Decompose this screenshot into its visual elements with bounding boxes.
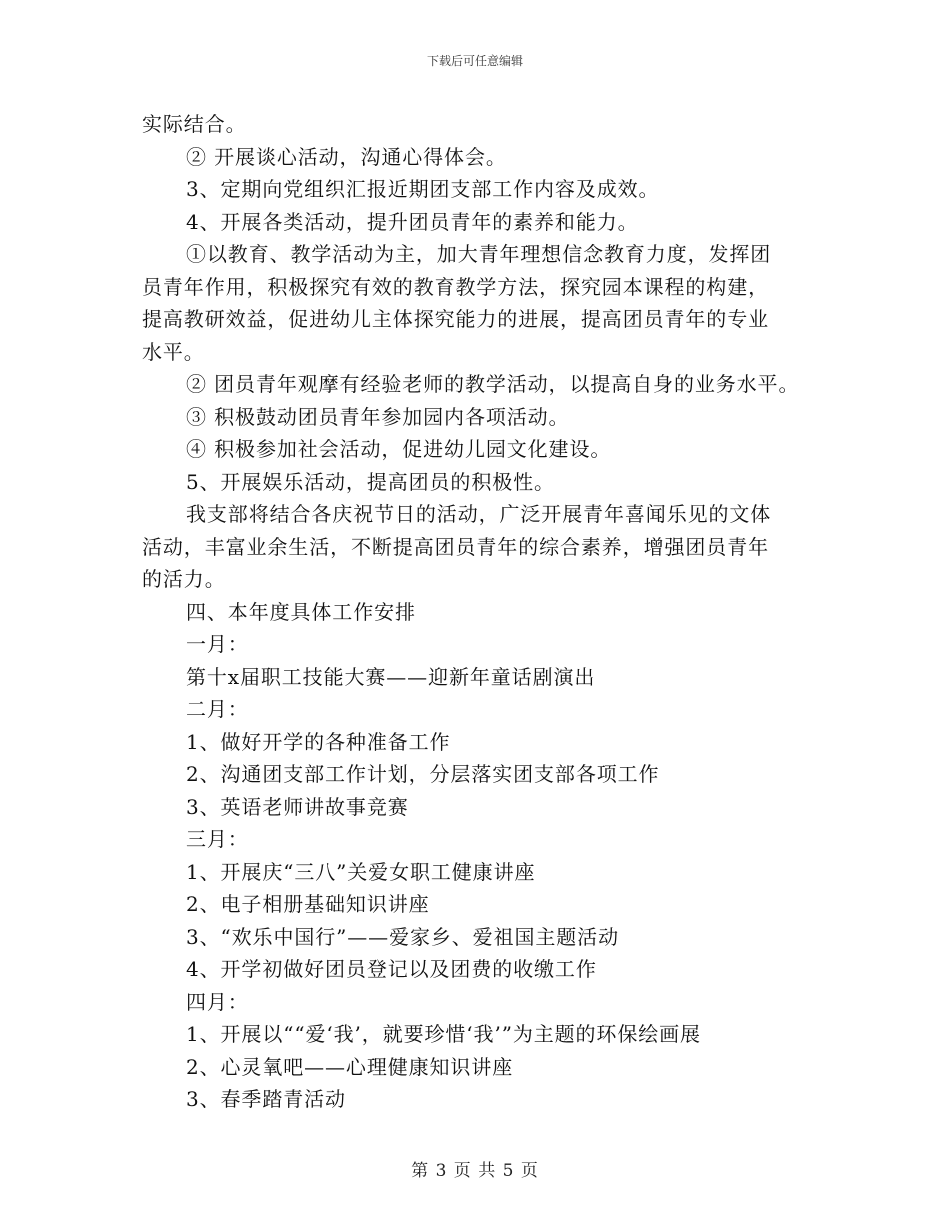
- text-line: ①以教育、教学活动为主，加大青年理想信念教育力度，发挥团: [186, 242, 772, 266]
- text-line: 2、沟通团支部工作计划，分层落实团支部各项工作: [186, 762, 660, 786]
- text-line: 我支部将结合各庆祝节日的活动，广泛开展青年喜闻乐见的文体: [186, 502, 772, 526]
- text-line: ② 团员青年观摩有经验老师的教学活动，以提高自身的业务水平。: [186, 372, 800, 396]
- text-line: 3、春季踏青活动: [186, 1087, 346, 1111]
- text-line: 1、开展以““爱‘我’，就要珍惜‘我’”为主题的环保绘画展: [186, 1022, 701, 1046]
- text-line: 活动，丰富业余生活，不断提高团员青年的综合素养，增强团员青年: [142, 534, 769, 559]
- text-line: 3、“欢乐中国行”——爱家乡、爱祖国主题活动: [186, 924, 619, 949]
- document-body: [142, 108, 832, 1116]
- text-line: 四月：: [186, 989, 249, 1014]
- text-line: 的活力。: [142, 567, 226, 591]
- text-line: 2、电子相册基础知识讲座: [186, 892, 430, 916]
- text-line: 三月：: [186, 827, 249, 851]
- text-line: 1、做好开学的各种准备工作: [186, 729, 451, 754]
- text-line: 实际结合。: [142, 112, 247, 136]
- text-line: ② 开展谈心活动，沟通心得体会。: [186, 144, 507, 169]
- text-line: ④ 积极参加社会活动，促进幼儿园文化建设。: [186, 437, 612, 461]
- text-line: 4、开展各类活动，提升团员青年的素养和能力。: [186, 209, 639, 234]
- page-footer: 第 3 页 共 5 页: [411, 1161, 539, 1181]
- text-line: ③ 积极鼓动团员青年参加园内各项活动。: [186, 404, 570, 429]
- text-line: 提高教研效益，促进幼儿主体探究能力的进展，提高团员青年的专业: [142, 307, 769, 331]
- text-line: 一月：: [186, 632, 249, 656]
- text-line: 3、英语老师讲故事竞赛: [186, 794, 409, 819]
- text-line: 3、定期向党组织汇报近期团支部工作内容及成效。: [186, 177, 660, 201]
- text-line: 1、开展庆“三八”关爱女职工健康讲座: [186, 859, 536, 884]
- text-line: 四、本年度具体工作安排: [186, 599, 416, 624]
- text-line: 5、开展娱乐活动，提高团员的积极性。: [186, 469, 555, 494]
- text-line: 员青年作用，积极探究有效的教育教学方法，探究园本课程的构建，: [142, 274, 769, 299]
- text-line: 第十x届职工技能大赛——迎新年童话剧演出: [186, 664, 596, 689]
- text-line: 水平。: [142, 339, 205, 364]
- text-line: 二月：: [186, 697, 249, 721]
- page-header: 下载后可任意编辑: [426, 54, 523, 68]
- text-line: 4、开学初做好团员登记以及团费的收缴工作: [186, 957, 597, 981]
- text-line: 2、心灵氧吧——心理健康知识讲座: [186, 1054, 514, 1079]
